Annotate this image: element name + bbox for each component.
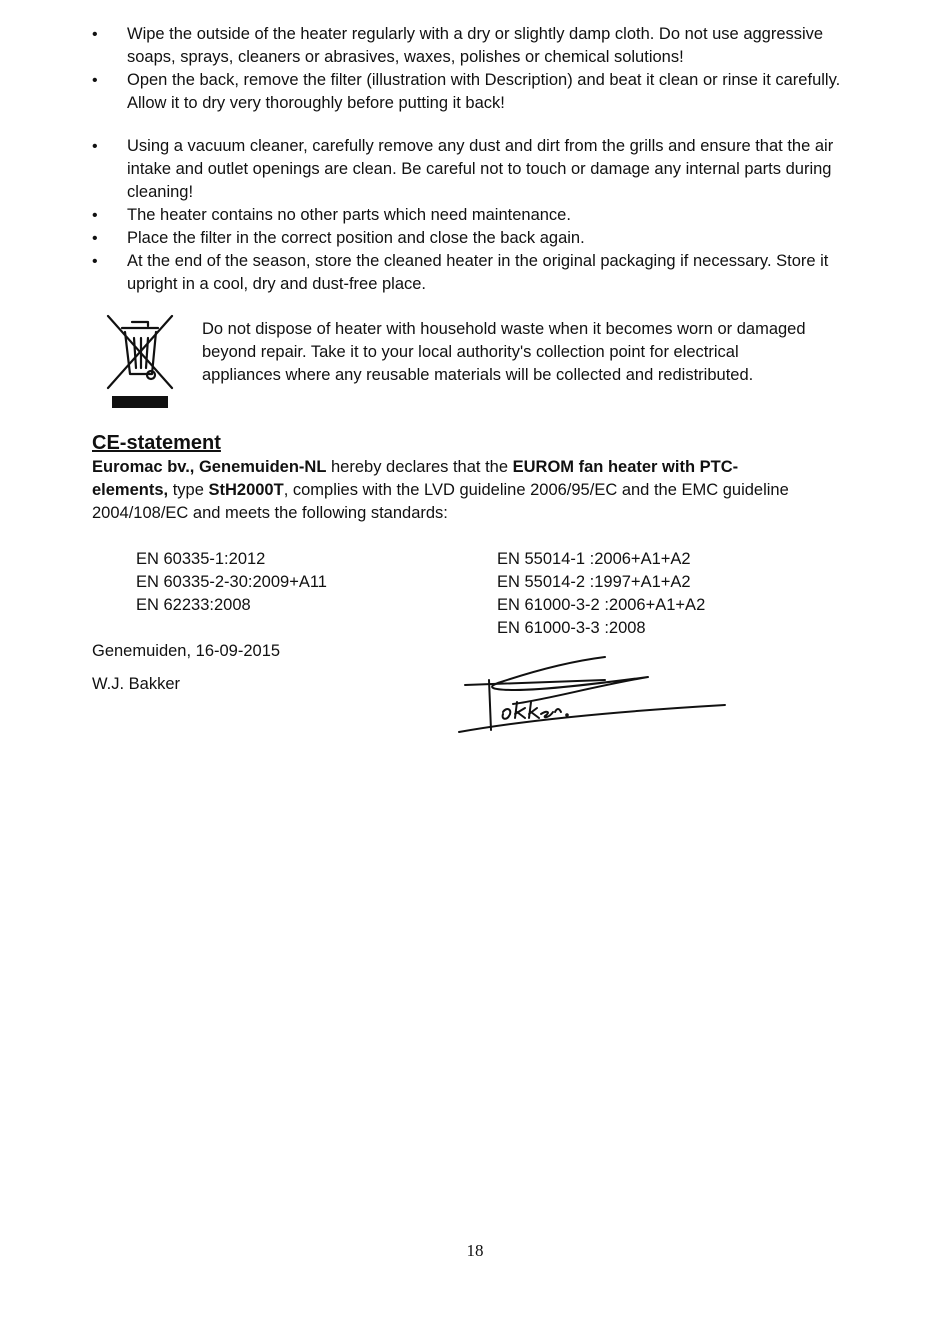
list-item: • Place the filter in the correct position and close the back again. — [92, 227, 842, 250]
standard-item: EN 55014-1 :2006+A1+A2 — [497, 550, 691, 568]
bullet: • — [92, 253, 98, 270]
bullet: • — [92, 26, 98, 43]
list-item: • At the end of the season, store the cleaned heater in the original packaging if necessary. Store it upright in a cool, dry and dust-free place. — [92, 252, 829, 293]
bullet: • — [92, 207, 98, 224]
list-item: • Wipe the outside of the heater regularly with a dry or slightly damp cloth. Do not use aggressive soaps, sprays, cleaners or abrasives, waxes, polishes or chemical solutions! — [92, 25, 824, 66]
bullet: • — [92, 72, 98, 89]
standard-item: EN 61000-3-3 :2008 — [497, 619, 646, 637]
signature-image — [455, 650, 730, 740]
ce-statement-heading: CE-statement — [92, 432, 221, 454]
list-item: • Open the back, remove the filter (illustration with Description) and beat it clean or rinse it carefully. Allow it to dry very thoroughly before putting it back! — [92, 71, 841, 112]
standard-item: EN 60335-2-30:2009+A11 — [136, 573, 327, 591]
standards-right-column — [497, 548, 705, 640]
signer-name: W.J. Bakker — [92, 675, 181, 693]
crossed-out-wheelie-bin-icon — [104, 312, 176, 412]
disposal-notice: Do not dispose of heater with household waste when it becomes worn or damaged beyond repair. Take it to your local authority's collection point for electrical appliances where any reusable materials will be collected and redistributed. — [202, 320, 806, 384]
maintenance-list-1 — [92, 23, 842, 115]
place-and-date: Genemuiden, 16-09-2015 — [92, 642, 281, 660]
standard-item: EN 62233:2008 — [136, 596, 251, 614]
list-item: • The heater contains no other parts which need maintenance. — [92, 204, 842, 227]
standard-item: EN 55014-2 :1997+A1+A2 — [497, 573, 691, 591]
list-item: • Using a vacuum cleaner, carefully remove any dust and dirt from the grills and ensure that the air intake and outlet openings are clean. Be careful not to touch or damage any internal parts during cleaning! — [92, 137, 834, 201]
standard-item: EN 61000-3-2 :2006+A1+A2 — [497, 596, 706, 614]
standards-left-column — [136, 548, 327, 617]
page-number: 18 — [466, 1241, 484, 1260]
bullet: • — [92, 230, 98, 247]
maintenance-list-2 — [92, 135, 842, 296]
ce-declaration: Euromac bv., Genemuiden-NL hereby declares that the EUROM fan heater with PTC-elements, type StH2000T, complies with the LVD guideline 2006/95/EC and the EMC guideline 2004/108/EC and meets the following standards: — [92, 458, 789, 522]
standard-item: EN 60335-1:2012 — [136, 550, 266, 568]
bullet: • — [92, 138, 98, 155]
